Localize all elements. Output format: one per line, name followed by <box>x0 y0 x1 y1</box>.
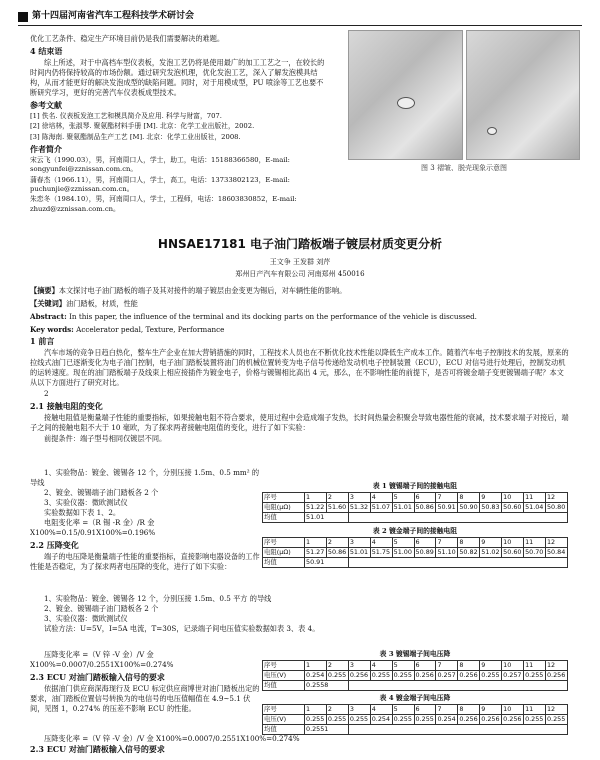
section-2-3-text <box>30 650 260 714</box>
section-2-3-body: 依据油门供应商深海现行及 ECU 标定供应商博世对油门踏板出定的要求，油门踏板位置信号转换为的电信号的电压值幅值在 4.9~5.1 伏间，见图 1，0.274% 的压差不影响 ECU 的性能。 <box>30 683 260 713</box>
section-2-3-heading-repeat: 2.3 ECU 对油门踏板输入信号的要求 <box>30 743 165 754</box>
row-label: 电压(V) <box>263 715 305 725</box>
row-label: 均值 <box>263 724 305 734</box>
section-2-3-heading: 2.3 ECU 对油门踏板输入信号的要求 <box>30 671 165 682</box>
table-row <box>263 503 568 513</box>
table-cell: 0.255 <box>305 715 327 725</box>
test-method: 试验方法：U=5V，I=5A 电流，T=30S，记录端子间电压值实验数据如表 3、表 4。 <box>44 623 320 633</box>
table-cell: 7 <box>436 705 458 715</box>
table-cell: 50.60 <box>502 548 524 558</box>
table-cell: 50.89 <box>414 548 436 558</box>
table-cell: 12 <box>545 661 567 671</box>
table-cell: 10 <box>502 538 524 548</box>
table-cell: 51.07 <box>370 503 392 513</box>
table-cell: 0.255 <box>524 671 546 681</box>
table-cell: 50.83 <box>480 503 502 513</box>
data-table <box>262 537 568 567</box>
table-cell: 1 <box>305 705 327 715</box>
row-label: 序号 <box>263 493 305 503</box>
reference-item: [2] 徐培林，张淑琴. 聚氨酯材料手册 [M]. 北京：化学工业出版社，2002. <box>30 122 255 131</box>
list-item: 3、实验仪器：微欧测试仪 <box>44 613 128 623</box>
table-cell: 51.27 <box>305 548 327 558</box>
abstract-text: 本文探讨电子油门踏板的端子及其对接件的端子镀层由金变更为锡后，对车辆性能的影响。 <box>58 286 347 295</box>
table-cell: 50.82 <box>458 548 480 558</box>
table-cell: 0.256 <box>502 715 524 725</box>
table-cell: 0.255 <box>392 715 414 725</box>
row-label: 序号 <box>263 538 305 548</box>
table-cell: 50.60 <box>502 503 524 513</box>
page-footer-text <box>30 734 570 756</box>
running-header <box>18 8 582 26</box>
abstract-block <box>30 286 570 338</box>
table-cell: 0.255 <box>524 715 546 725</box>
author-item: 蒲春杰（1966.11），男，河南周口人，学士，高工，电话：13733802123，E-mail: puchunjie@zznissan.com.cn。 <box>30 175 290 194</box>
delamination-photo <box>466 30 581 160</box>
table-caption: 表 2 镀金端子间的接触电阻 <box>372 526 458 535</box>
table-cell: 50.84 <box>545 548 567 558</box>
row-label: 序号 <box>263 705 305 715</box>
keywords-en-label: Key words: <box>30 324 74 334</box>
table-cell: 0.257 <box>502 671 524 681</box>
table-header-row <box>263 705 568 715</box>
header-title: 第十四届河南省汽车工程科技学术研讨会 <box>32 11 195 22</box>
figure-3 <box>348 30 580 180</box>
table-cell: 6 <box>414 705 436 715</box>
table-cell: 0.2558 <box>305 681 349 691</box>
row-label: 电压(V) <box>263 671 305 681</box>
table-cell: 0.256 <box>414 671 436 681</box>
reference-list <box>30 112 330 142</box>
table-cell: 6 <box>414 538 436 548</box>
voltage-formula-full: 压降变化率 =（V 锌 -V 金）/V 金 X100%=0.0007/0.2551X100%=0.274% <box>44 734 300 743</box>
table-cell: 8 <box>458 661 480 671</box>
table-cell: 5 <box>392 493 414 503</box>
section-1-body: 汽车市场的竞争日趋白热化，整车生产企业在加大营销措施的同时，工程技术人员也在不断优化技术性能以降低生产成本工作。随着汽车电子控制技术的发展，原来的拉线式油门已逐渐变化为电子油门控制，电子油门踏板装置将油门的机械位置转变为电子信号传递给发动机电子控制装置（ECU），ECU 对信号进行处理后，控制发动机的运转速度。现在的油门踏板端子及线束上相应接插件为镀金电子，价格与镀锡相比高出 4 元，那么，在不影响性能的前提下，是否可将镀金端子变更镀锡端子呢？本文从以下方面进行了研究对比。 <box>30 348 569 387</box>
article-authors: 王文争 王发群 刘芹 <box>269 258 331 266</box>
table-cell: 6 <box>414 493 436 503</box>
table-cell: 11 <box>524 538 546 548</box>
table-cell: 2 <box>326 538 348 548</box>
table-mean-row <box>263 513 568 523</box>
table-cell: 0.256 <box>458 715 480 725</box>
table-cell: 3 <box>348 661 370 671</box>
table-cell: 1 <box>305 538 327 548</box>
table-cell: 51.00 <box>392 548 414 558</box>
table-cell: 6 <box>414 661 436 671</box>
table-cell: 8 <box>458 538 480 548</box>
table-cell: 9 <box>480 661 502 671</box>
table-cell: 4 <box>370 538 392 548</box>
author-list <box>30 156 330 214</box>
table-row <box>263 671 568 681</box>
table-cell: 50.86 <box>414 503 436 513</box>
section-2-1-heading: 2.1 接触电阻的变化 <box>30 400 103 411</box>
table-cell: 11 <box>524 493 546 503</box>
table-cell: 0.254 <box>436 715 458 725</box>
table-cell: 0.255 <box>326 671 348 681</box>
wrinkle-photo <box>348 30 463 160</box>
table-row <box>263 548 568 558</box>
table-cell: 0.256 <box>480 715 502 725</box>
section-2-2-body: 端子的电压降是衡量端子性能的重要指标，直接影响电器设备的工作性能是否稳定，为了探求两者电压降的变化，进行了如下实验： <box>30 551 260 571</box>
authors-heading: 作者简介 <box>30 143 62 154</box>
resistance-result: X100%=0.15/0.91X100%=0.196% <box>30 527 156 537</box>
table-cell: 51.04 <box>524 503 546 513</box>
table-cell: 0.255 <box>370 671 392 681</box>
table-cell: 2 <box>326 493 348 503</box>
conclusion-heading: 4 结束语 <box>30 45 63 56</box>
table-cell: 0.257 <box>436 671 458 681</box>
main-body <box>30 334 570 445</box>
table-cell: 51.01 <box>392 503 414 513</box>
table-mean-row <box>263 724 568 734</box>
table-cell: 51.75 <box>370 548 392 558</box>
table-cell: 2 <box>326 705 348 715</box>
reference-item: [3] 陈海南. 聚氨酯制品生产工艺 [M]. 北京：化学工业出版社，2008. <box>30 132 241 141</box>
keywords-text: 油门踏板，材质，性能 <box>65 298 138 308</box>
voltage-result: X100%=0.0007/0.2551X100%=0.274% <box>30 659 174 669</box>
table-header-row <box>263 661 568 671</box>
keywords-en-text: Accelerator pedal, Texture, Performance <box>76 324 225 334</box>
table-cell: 0.256 <box>348 671 370 681</box>
list-item: 1、实验物品：镀金、镀锡各 12 个，分别压接 1.5m、0.5 平方 的导线 <box>44 594 272 603</box>
table-cell <box>348 557 567 567</box>
table-cell: 11 <box>524 705 546 715</box>
table-cell: 3 <box>348 538 370 548</box>
table-cell: 12 <box>545 493 567 503</box>
table-cell: 50.70 <box>524 548 546 558</box>
table-cell: 10 <box>502 705 524 715</box>
figure-photos <box>348 30 580 160</box>
table-cell: 50.90 <box>458 503 480 513</box>
section-1-heading: 1 前言 <box>30 336 55 346</box>
defect-marker-icon <box>487 127 497 135</box>
row-label: 均值 <box>263 557 305 567</box>
resistance-formula: 电阻变化率 =（R 锡 -R 金）/R 金 <box>44 517 155 527</box>
table-caption: 表 1 镀锡端子间的接触电阻 <box>372 482 458 490</box>
row-label: 均值 <box>263 681 305 691</box>
data-table <box>262 492 568 522</box>
table-cell: 0.255 <box>545 715 567 725</box>
table-1 <box>262 482 568 568</box>
table-header-row <box>263 493 568 503</box>
reference-item: [1] 佚名. 仪表板发泡工艺和模具简介及应用. 科学与财富，707. <box>30 111 222 120</box>
conclusion-body: 综上所述，对于中高档车型仪表板，发泡工艺仍将是使用最广的加工工艺之一，在较长的时间内仍将保持较高的市场份额。通过研究发泡机理，优化发泡工艺，深入了解发泡模具结构，从而才能更好的解决发泡成型的缺陷问题。同时，对于用模成型，PU 喷涂等工艺也要不断研究学习，更好的完善汽车仪表板成型技术。 <box>30 57 325 97</box>
table-cell <box>348 513 567 523</box>
table-cell: 9 <box>480 493 502 503</box>
list-item: 2、镀金、镀锡端子油门踏板各 2 个 <box>44 487 159 497</box>
table-cell: 51.01 <box>348 548 370 558</box>
table-cell <box>348 724 567 734</box>
table-cell: 10 <box>502 661 524 671</box>
table-cell: 0.256 <box>545 671 567 681</box>
table-cell: 0.255 <box>326 715 348 725</box>
table-cell: 7 <box>436 661 458 671</box>
voltage-formula: 压降变化率 =（V 锌 -V 金）/V 金 <box>44 650 154 659</box>
table-cell: 0.255 <box>480 671 502 681</box>
table-cell: 8 <box>458 493 480 503</box>
section-2-1-precondition: 前提条件：端子型号相同仅镀层不同。 <box>44 433 167 443</box>
table-cell: 50.91 <box>436 503 458 513</box>
header-mark-icon <box>18 12 28 22</box>
table-mean-row <box>263 681 568 691</box>
table-header-row <box>263 538 568 548</box>
table-cell: 51.22 <box>305 503 327 513</box>
byline <box>30 258 570 281</box>
table-cell: 51.60 <box>326 503 348 513</box>
table-cell: 5 <box>392 661 414 671</box>
table-cell: 1 <box>305 661 327 671</box>
table-cell: 7 <box>436 493 458 503</box>
row-label: 电阻(μΩ) <box>263 548 305 558</box>
table-cell: 12 <box>545 705 567 715</box>
previous-article-column <box>30 34 330 215</box>
table-cell: 51.02 <box>480 548 502 558</box>
abstract-en-label: Abstract: <box>30 311 67 321</box>
data-table <box>262 660 568 690</box>
table-cell: 4 <box>370 661 392 671</box>
list-item: 实验数据如下表 1、2。 <box>44 507 121 517</box>
table-cell: 7 <box>436 538 458 548</box>
table-cell: 9 <box>480 705 502 715</box>
table-cell: 3 <box>348 705 370 715</box>
table-cell: 8 <box>458 705 480 715</box>
table-cell: 9 <box>480 538 502 548</box>
tables-3-4 <box>262 650 568 735</box>
table-cell: 2 <box>326 661 348 671</box>
abstract-en-text: In this paper, the influence of the terminal and its docking parts on the performance of the vehicle is discussed. <box>69 311 477 321</box>
row-label: 电阻(μΩ) <box>263 503 305 513</box>
table-mean-row <box>263 557 568 567</box>
keywords-label: 【关键词】 <box>30 298 66 308</box>
section-2-2-list <box>30 594 570 634</box>
article-title: HNSAE17181 电子油门踏板端子镀层材质变更分析 <box>157 237 443 251</box>
row-label: 序号 <box>263 661 305 671</box>
table-cell: 0.255 <box>414 715 436 725</box>
list-item: 1、实验物品：镀金、镀锡各 12 个，分别压接 1.5m、0.5 mm² 的导线 <box>30 468 260 487</box>
table-cell: 0.254 <box>305 671 327 681</box>
table-cell <box>348 681 567 691</box>
table-cell: 3 <box>348 493 370 503</box>
table-caption: 表 4 镀金端子间电压降 <box>379 693 451 702</box>
author-item: 宋云飞（1990.03），男，河南周口人，学士，助工，电话：15188366580，E-mail: songyunfei@zznissan.com.cn。 <box>30 155 290 174</box>
section-2-2-heading: 2.2 压降变化 <box>30 539 79 550</box>
table-cell: 0.256 <box>458 671 480 681</box>
row-label: 均值 <box>263 513 305 523</box>
table-cell: 4 <box>370 493 392 503</box>
table-caption: 表 3 镀锡端子间电压降 <box>379 650 451 658</box>
section-2-1-body: 接触电阻值是衡量端子性能的重要指标，如果接触电阻不符合要求，使用过程中会造成端子发热，长时间热量会积聚会导致电器性能的衰减，技术要求端子对接后，端子之间的接触电阻不大于 10 毫欧，为了探求两者接触电阻值的变化，进行了如下实验： <box>30 412 569 432</box>
table-cell: 1 <box>305 493 327 503</box>
figure-caption: 图 3 褶皱、脱壳现象示意图 <box>421 164 507 172</box>
table-cell: 5 <box>392 705 414 715</box>
table-cell: 50.91 <box>305 557 349 567</box>
table-cell: 10 <box>502 493 524 503</box>
table-cell: 51.01 <box>305 513 349 523</box>
data-table <box>262 704 568 734</box>
list-item: 3、实验仪器：微欧测试仪 <box>44 497 128 507</box>
table-cell: 12 <box>545 538 567 548</box>
table-cell: 4 <box>370 705 392 715</box>
intro-text: 优化工艺条件、稳定生产环境目前仍是我们需要解决的难题。 <box>30 34 225 43</box>
list-item: 2、镀金、镀锡端子油门踏板各 2 个 <box>44 603 159 613</box>
table-row <box>263 715 568 725</box>
table-cell: 0.254 <box>370 715 392 725</box>
section-number: 2 <box>44 388 49 398</box>
table-cell: 0.255 <box>392 671 414 681</box>
table-cell: 50.80 <box>545 503 567 513</box>
section-2-1-list <box>30 468 260 571</box>
article-affiliation: 郑州日产汽车有限公司 河南郑州 450016 <box>235 269 365 278</box>
table-cell: 0.2551 <box>305 724 349 734</box>
references-heading: 参考文献 <box>30 99 62 110</box>
table-cell: 11 <box>524 661 546 671</box>
abstract-label: 【摘要】 <box>30 286 59 295</box>
table-cell: 51.10 <box>436 548 458 558</box>
defect-marker-icon <box>397 97 415 109</box>
table-cell: 0.255 <box>348 715 370 725</box>
table-cell: 5 <box>392 538 414 548</box>
table-cell: 51.32 <box>348 503 370 513</box>
author-item: 朱恋冬（1984.10），男，河南周口人，学士，工程师，电话：18603830852，E-mail: zhuzd@zznissan.com.cn。 <box>30 195 297 213</box>
table-cell: 50.86 <box>326 548 348 558</box>
